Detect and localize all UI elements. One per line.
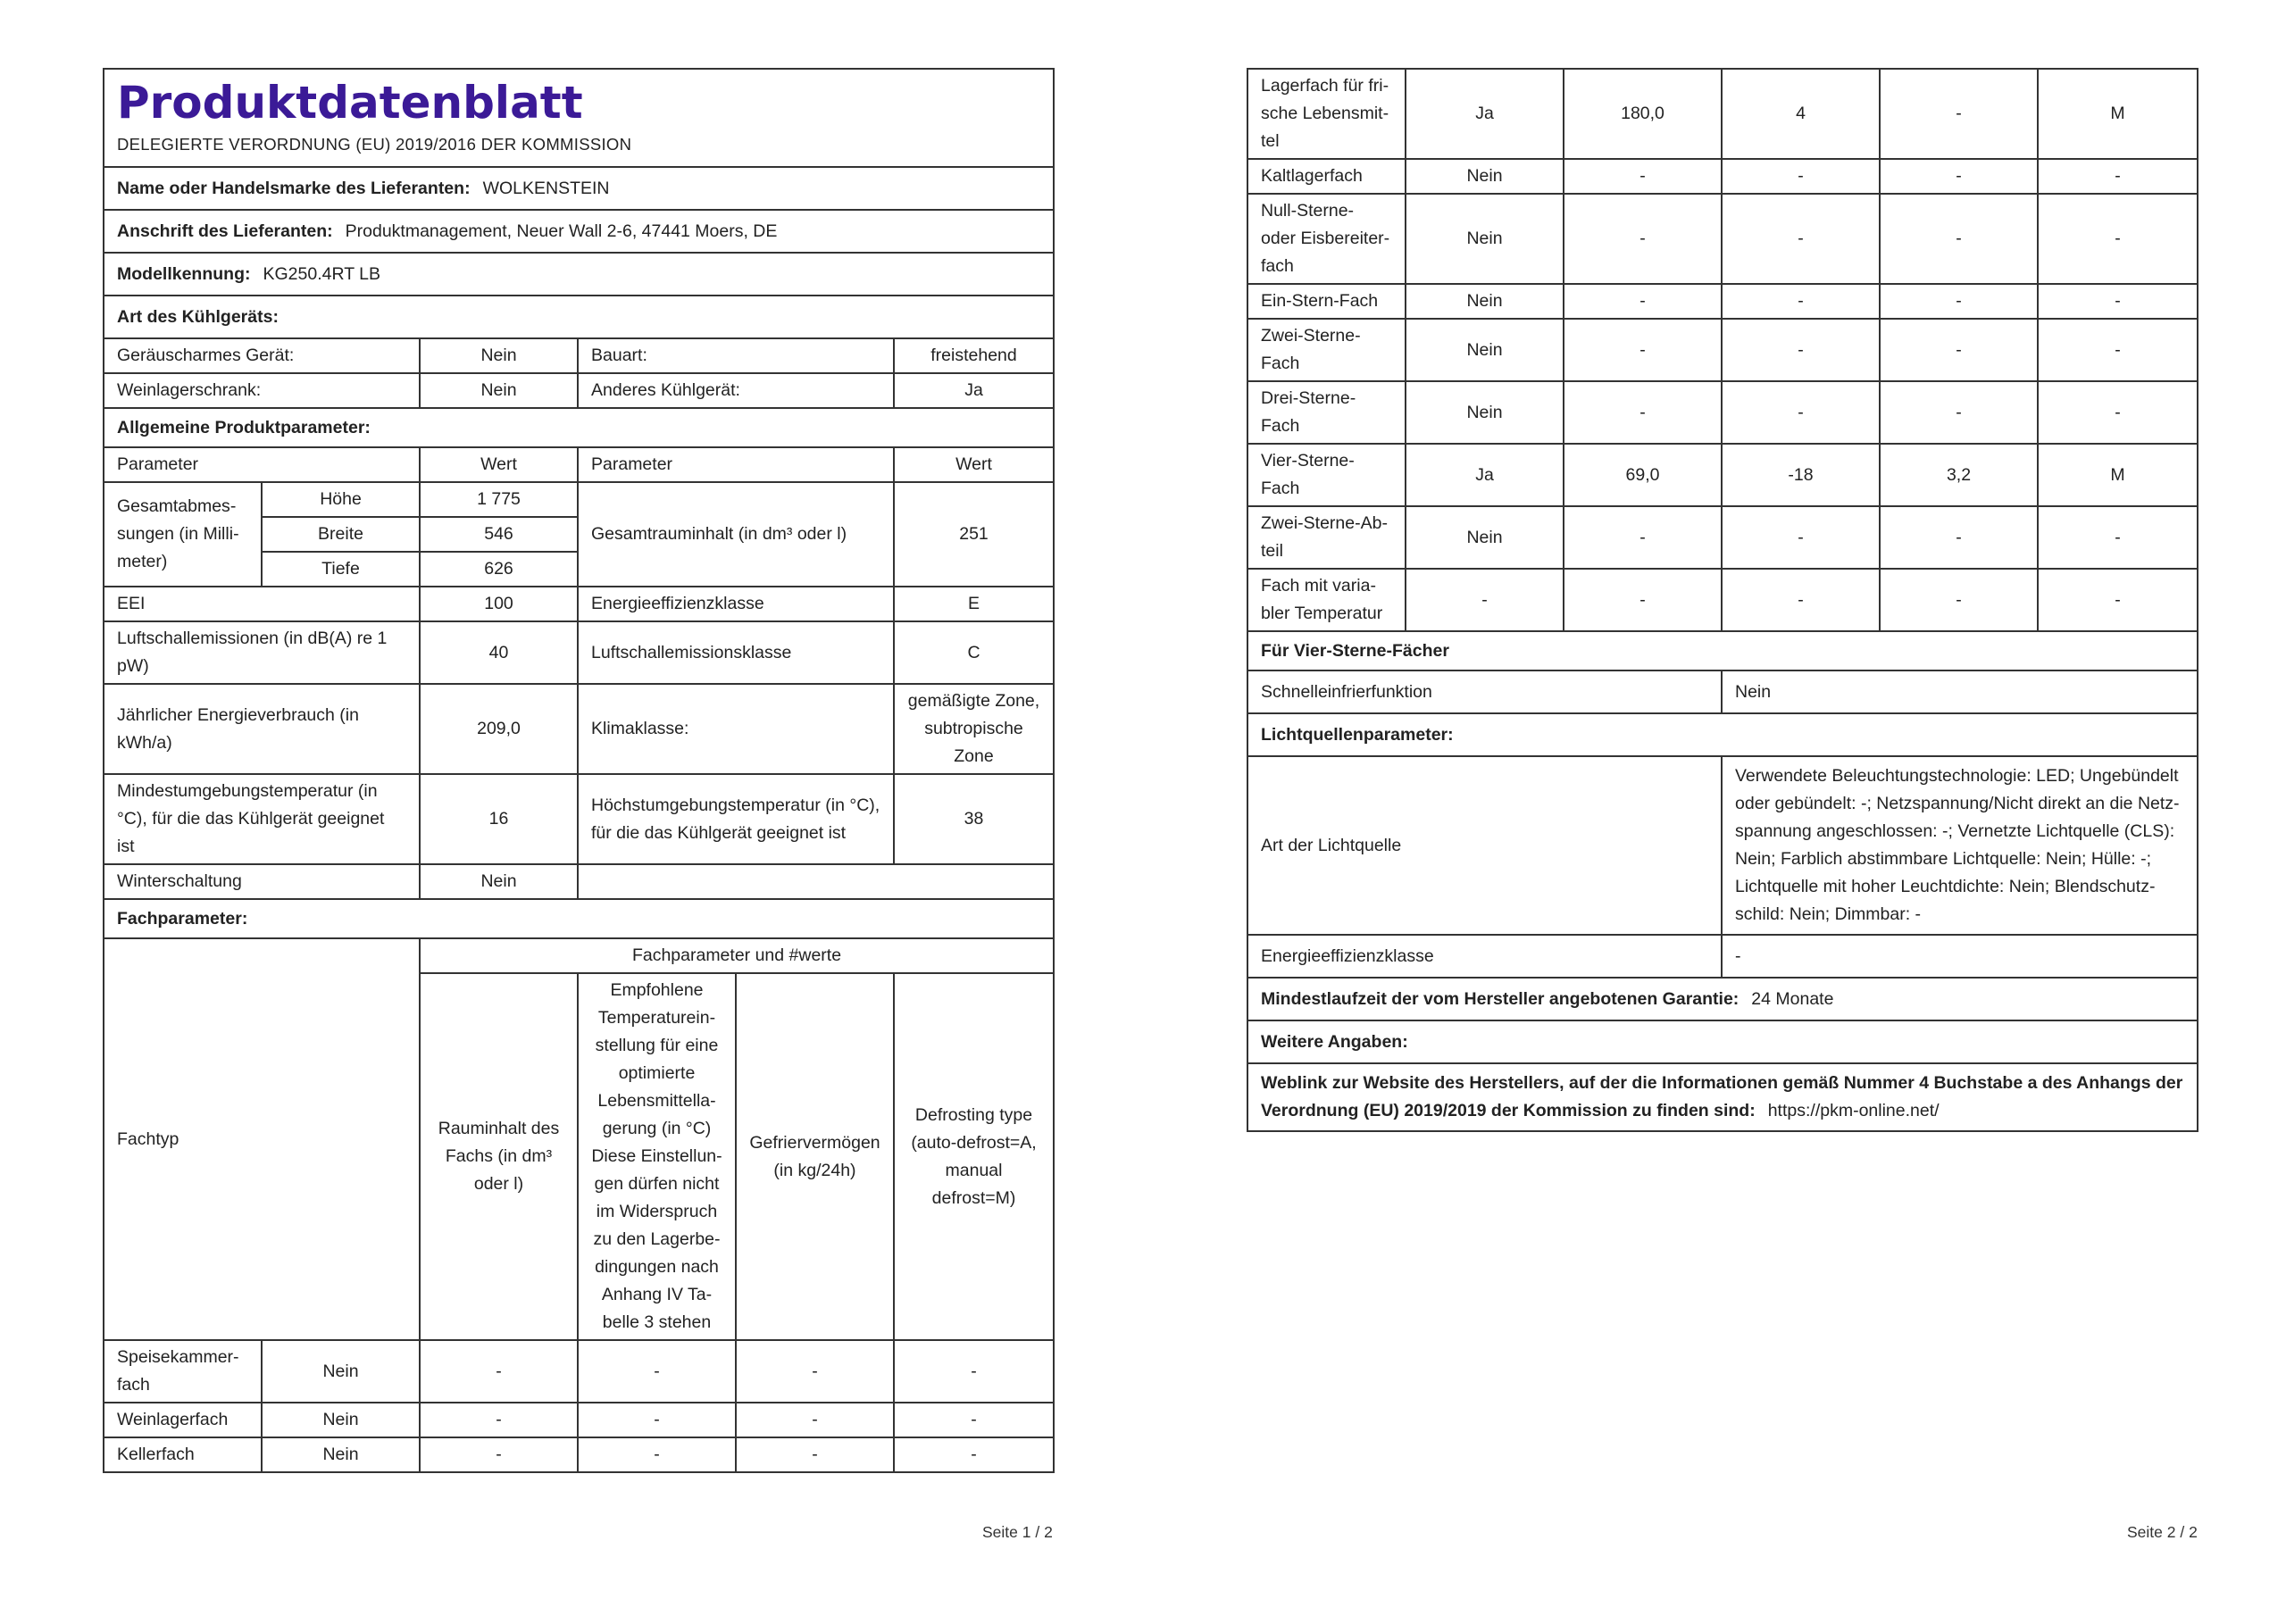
compartment-name: Zwei-Sterne-Abteil [1247,506,1406,569]
datasheet-table-page-1 [103,68,1055,1473]
weblink-value[interactable]: https://pkm-online.net/ [1767,1101,1940,1120]
compartment-temp: - [578,1403,736,1437]
compartment-freeze: - [736,1340,894,1403]
compartment-row [1247,381,2198,444]
compartment-freeze: - [1880,319,2038,381]
compartment-row [1247,159,2198,194]
other-appliance-label: Anderes Kühlgerät: [578,373,894,408]
supplier-name-row [104,167,1054,210]
compartment-present: Ja [1406,69,1564,159]
compartment-freeze-header: Gefriervermögen (in kg/24h) [736,973,894,1340]
compartment-defrost: - [2038,159,2198,194]
compartment-defrost: - [2038,284,2198,319]
weblink-label: Weblink zur Website des Herstellers, auf der die Informationen gemäß Nummer 4 Buchstabe a des Anhangs der Verordnung (EU) 2019/2019 der Kommission zu finden sind: [1261,1073,2183,1120]
compartment-name: Kaltlagerfach [1247,159,1406,194]
annual-consumption-label: Jährlicher Energieverbrauch (in kWh/a) [104,684,420,774]
datasheet-table-page-2 [1247,68,2198,1132]
max-ambient-temp-value: 38 [894,774,1054,864]
compartment-name: Lagerfach für frische Lebensmittel [1247,69,1406,159]
compartment-freeze: - [1880,381,2038,444]
climate-class-label: Klimaklasse: [578,684,894,774]
compartment-freeze: - [1880,69,2038,159]
supplier-address-row [104,210,1054,253]
compartment-present: Nein [1406,194,1564,284]
compartment-defrost: - [894,1437,1054,1472]
compartment-defrost: M [2038,69,2198,159]
compartment-present: Nein [262,1437,420,1472]
compartment-volume: - [1564,506,1722,569]
compartment-defrost: - [2038,194,2198,284]
depth-value: 626 [420,552,578,587]
light-source-type-label: Art der Lichtquelle [1247,756,1722,935]
compartment-present: Nein [262,1403,420,1437]
low-noise-value: Nein [420,338,578,373]
compartment-temp: - [578,1340,736,1403]
winter-setting-value: Nein [420,864,578,899]
compartment-name: Vier-Sterne-Fach [1247,444,1406,506]
supplier-name-label: Name oder Handelsmarke des Lieferanten: [117,178,471,198]
light-source-type-value: Verwendete Beleuchtungstechnologie: LED; Ungebündelt oder gebündelt: -; Netzspannung/Nicht direkt an die Netzspannung angeschlossen: -; Vernetzte Lichtquelle (CLS): Nein; Farblich abstimmbare Lichtquelle: Nein; Hülle: -; Lichtquelle mit hoher Leuchtdichte: Nein; Blendschutzschild: Nein; Dimmbar: - [1722,756,2198,935]
compartment-row [1247,319,2198,381]
annual-consumption-value: 209,0 [420,684,578,774]
empty-cell [578,864,1054,899]
eei-label: EEI [104,587,420,621]
low-noise-label: Geräuscharmes Gerät: [104,338,420,373]
compartment-temp: - [1722,506,1880,569]
compartment-name: Zwei-Sterne-Fach [1247,319,1406,381]
width-value: 546 [420,517,578,552]
page-number-1: Seite 1 / 2 [982,1523,1053,1541]
compartment-temp: - [1722,569,1880,631]
compartment-name: Drei-Sterne-Fach [1247,381,1406,444]
weblink-row [1247,1063,2198,1131]
compartment-present: Nein [1406,159,1564,194]
compartment-defrost: - [2038,319,2198,381]
min-ambient-temp-value: 16 [420,774,578,864]
max-ambient-temp-label: Höchstumgebungstemperatur (in °C), für die das Kühlgerät geeignet ist [578,774,894,864]
compartment-present: Nein [1406,284,1564,319]
compartment-defrost: - [894,1340,1054,1403]
compartment-name: Kellerfach [104,1437,262,1472]
compartment-name: Speisekammerfach [104,1340,262,1403]
light-energy-class-label: Energieeffizienzklasse [1247,935,1722,978]
compartment-name: Null-Sterne- oder Eisbereiterfach [1247,194,1406,284]
compartment-volume: - [420,1340,578,1403]
four-star-heading: Für Vier-Sterne-Fächer [1247,631,2198,670]
compartment-temp: 4 [1722,69,1880,159]
eei-value: 100 [420,587,578,621]
col-parameter-header: Parameter [104,447,420,482]
design-value: freistehend [894,338,1054,373]
compartment-temp: - [1722,381,1880,444]
compartment-row [1247,284,2198,319]
col-value-header: Wert [420,447,578,482]
col-value-header-2: Wert [894,447,1054,482]
compartment-volume: 69,0 [1564,444,1722,506]
general-params-heading: Allgemeine Produktparameter: [104,408,1054,447]
compartment-row [104,1403,1054,1437]
compartment-freeze: - [1880,506,2038,569]
warranty-value: 24 Monate [1751,988,1834,1009]
compartment-temp: - [1722,319,1880,381]
dimensions-label: Gesamtabmessungen (in Millimeter) [104,482,262,587]
light-source-heading: Lichtquellenparameter: [1247,713,2198,756]
supplier-name-value: WOLKENSTEIN [482,178,610,198]
compartment-present: Nein [1406,319,1564,381]
supplier-address-label: Anschrift des Lieferanten: [117,221,333,241]
compartment-type-header: Fachtyp [104,938,420,1340]
further-info-heading: Weitere Angaben: [1247,1020,2198,1063]
compartment-volume-header: Rauminhalt des Fachs (in dm³ oder l) [420,973,578,1340]
warranty-row [1247,978,2198,1020]
compartment-volume: - [420,1437,578,1472]
compartment-name: Ein-Stern-Fach [1247,284,1406,319]
compartment-freeze: - [1880,284,2038,319]
page-number-2: Seite 2 / 2 [2127,1523,2198,1541]
model-row [104,253,1054,296]
wine-cabinet-value: Nein [420,373,578,408]
model-value: KG250.4RT LB [263,263,381,284]
appliance-type-heading: Art des Kühlgeräts: [104,296,1054,338]
height-label: Höhe [262,482,420,517]
compartment-row [1247,569,2198,631]
compartment-row [1247,194,2198,284]
total-volume-label: Gesamtrauminhalt (in dm³ oder l) [578,482,894,587]
compartment-present: Nein [1406,506,1564,569]
compartment-temp: - [1722,284,1880,319]
width-label: Breite [262,517,420,552]
col-parameter-header-2: Parameter [578,447,894,482]
compartment-name: Fach mit variabler Temperatur [1247,569,1406,631]
compartment-present: Ja [1406,444,1564,506]
title-block [104,69,1054,167]
compartment-name: Weinlagerfach [104,1403,262,1437]
compartment-temp: - [578,1437,736,1472]
depth-label: Tiefe [262,552,420,587]
compartment-defrost: - [2038,381,2198,444]
compartment-volume: - [1564,569,1722,631]
page-title: Produktdatenblatt [117,77,583,129]
supplier-address-value: Produktmanagement, Neuer Wall 2-6, 47441 Moers, DE [345,221,778,241]
compartment-defrost: M [2038,444,2198,506]
compartment-row [1247,444,2198,506]
total-volume-value: 251 [894,482,1054,587]
design-label: Bauart: [578,338,894,373]
compartment-volume: - [1564,159,1722,194]
compartment-freeze: - [1880,194,2038,284]
height-value: 1 775 [420,482,578,517]
compartment-present: Nein [262,1340,420,1403]
warranty-label: Mindestlaufzeit der vom Hersteller angebotenen Garantie: [1261,988,1740,1009]
compartment-defrost: - [894,1403,1054,1437]
energy-class-value: E [894,587,1054,621]
compartment-volume: - [1564,381,1722,444]
min-ambient-temp-label: Mindestumgebungstemperatur (in °C), für die das Kühlgerät geeignet ist [104,774,420,864]
compartment-present: Nein [1406,381,1564,444]
compartment-row [104,1340,1054,1403]
compartment-volume: 180,0 [1564,69,1722,159]
compartment-params-heading: Fachparameter: [104,899,1054,938]
compartment-freeze: - [1880,159,2038,194]
page-2 [1247,68,2197,1132]
climate-class-value: gemäßigte Zone, subtropische Zone [894,684,1054,774]
compartment-defrost: - [2038,569,2198,631]
compartment-present: - [1406,569,1564,631]
light-energy-class-value: - [1722,935,2198,978]
compartment-defrost-header: Defrosting type (auto-defrost=A, manual defrost=M) [894,973,1054,1340]
compartment-volume: - [1564,284,1722,319]
page-1 [103,68,1053,1473]
noise-class-label: Luftschallemissionsklasse [578,621,894,684]
compartment-row [104,1437,1054,1472]
compartment-temp: - [1722,194,1880,284]
winter-setting-label: Winterschaltung [104,864,420,899]
regulation-subtitle: DELEGIERTE VERORDNUNG (EU) 2019/2016 DER KOMMISSION [117,135,632,154]
noise-class-value: C [894,621,1054,684]
compartment-freeze: - [736,1403,894,1437]
compartment-temp-header: Empfohlene Temperatureinstellung für eine optimierte Lebensmittellagerung (in °C) Diese Einstellungen dürfen nicht im Widerspruch zu den Lagerbedingungen nach Anhang IV Tabelle 3 stehen [578,973,736,1340]
compartment-row [1247,69,2198,159]
compartment-temp: - [1722,159,1880,194]
compartment-defrost: - [2038,506,2198,569]
other-appliance-value: Ja [894,373,1054,408]
noise-emission-label: Luftschallemissionen (in dB(A) re 1 pW) [104,621,420,684]
energy-class-label: Energieeffizienzklasse [578,587,894,621]
compartment-freeze: - [736,1437,894,1472]
fast-freeze-label: Schnelleinfrierfunktion [1247,670,1722,713]
compartment-row [1247,506,2198,569]
noise-emission-value: 40 [420,621,578,684]
compartment-volume: - [420,1403,578,1437]
compartment-group-header: Fachparameter und #werte [420,938,1054,973]
compartment-freeze: - [1880,569,2038,631]
fast-freeze-value: Nein [1722,670,2198,713]
compartment-volume: - [1564,319,1722,381]
model-label: Modellkennung: [117,263,251,284]
compartment-temp: -18 [1722,444,1880,506]
wine-cabinet-label: Weinlagerschrank: [104,373,420,408]
compartment-freeze: 3,2 [1880,444,2038,506]
compartment-volume: - [1564,194,1722,284]
